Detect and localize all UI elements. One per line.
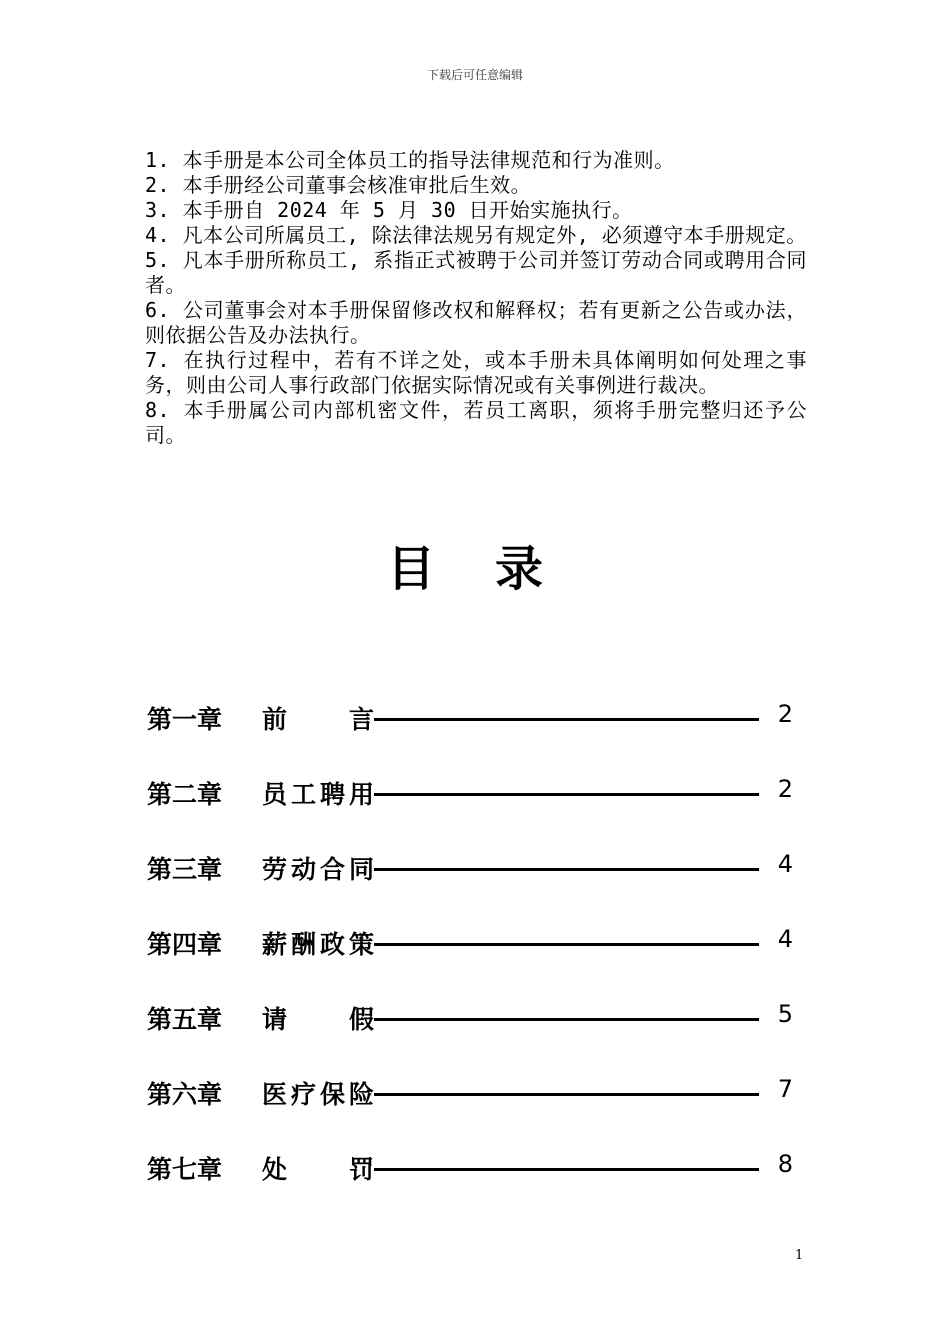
- toc-title-char: 罚: [348, 1155, 374, 1184]
- toc-chapter: 第三章: [147, 855, 223, 884]
- rule-item: 4. 凡本公司所属员工, 除法律法规另有规定外, 必须遵守本手册规定。: [145, 223, 807, 247]
- rule-item: 7. 在执行过程中，若有不详之处，或本手册未具体阐明如何处理之事务，则由公司人事行政部门依据实际情况或有关事例进行裁决。: [145, 348, 807, 397]
- toc-title-char: 合: [319, 855, 345, 884]
- toc-leader: [374, 1018, 759, 1021]
- rules-list: [145, 148, 807, 448]
- toc-title-text: [262, 850, 374, 886]
- toc-title-char: 假: [348, 1005, 374, 1034]
- toc-title-char: 薪: [262, 930, 288, 959]
- toc-title-char: 同: [348, 855, 374, 884]
- toc-leader: [374, 1168, 759, 1171]
- toc-title-char: 处: [262, 1155, 288, 1184]
- toc-chapter: 第四章: [147, 930, 223, 959]
- toc-title: 目录: [386, 541, 603, 597]
- toc-chapter: 第六章: [147, 1080, 223, 1109]
- toc-item[interactable]: [147, 775, 807, 850]
- rule-item: 1. 本手册是本公司全体员工的指导法律规范和行为准则。: [145, 148, 675, 172]
- toc-title-char: 动: [290, 855, 316, 884]
- rule-item: 6. 公司董事会对本手册保留修改权和解释权；若有更新之公告或办法，则依据公告及办法执行。: [145, 298, 807, 347]
- toc-title-text: [262, 775, 374, 811]
- toc-title-char: 保: [319, 1080, 345, 1109]
- toc-item[interactable]: [147, 850, 807, 925]
- toc-item[interactable]: [147, 700, 807, 775]
- toc-chapter: 第二章: [147, 780, 223, 809]
- toc-title-char: 前: [262, 705, 288, 734]
- toc-title-char: 策: [348, 930, 374, 959]
- toc-title-text: [262, 1150, 374, 1186]
- toc-leader: [374, 943, 759, 946]
- toc-title-char: 请: [262, 1005, 288, 1034]
- toc-page: 5: [777, 1000, 793, 1028]
- page-header: 下载后可任意编辑: [426, 68, 523, 82]
- rule-item: 3. 本手册自 2024 年 5 月 30 日开始实施执行。: [145, 198, 633, 222]
- toc-title-char: 医: [262, 1080, 288, 1109]
- toc-item[interactable]: [147, 1150, 807, 1225]
- toc-title-char: 疗: [290, 1080, 316, 1109]
- toc-page: 2: [777, 700, 793, 728]
- toc-page: 7: [777, 1075, 793, 1103]
- rule-item: 8. 本手册属公司内部机密文件，若员工离职，须将手册完整归还予公司。: [145, 398, 807, 447]
- toc-title-text: [262, 1000, 374, 1036]
- toc-item[interactable]: [147, 925, 807, 1000]
- toc-chapter: 第一章: [147, 705, 223, 734]
- toc-title-char: 酬: [290, 930, 316, 959]
- toc-title-char: 工: [290, 780, 316, 809]
- toc-chapter: 第五章: [147, 1005, 223, 1034]
- toc-title-char: 聘: [319, 780, 345, 809]
- page-number: 1: [795, 1248, 804, 1263]
- toc-item[interactable]: [147, 1075, 807, 1150]
- toc-leader: [374, 868, 759, 871]
- toc-page: 2: [777, 775, 793, 803]
- toc-leader: [374, 793, 759, 796]
- toc-chapter: 第七章: [147, 1155, 223, 1184]
- toc-title-char: 员: [262, 780, 288, 809]
- toc-item[interactable]: [147, 1000, 807, 1075]
- rule-item: 5. 凡本手册所称员工, 系指正式被聘于公司并签订劳动合同或聘用合同者。: [145, 248, 807, 297]
- toc-title-char: 用: [348, 780, 374, 809]
- toc-page: 4: [777, 925, 793, 953]
- toc-title-text: [262, 700, 374, 736]
- toc-leader: [374, 718, 759, 721]
- toc-leader: [374, 1093, 759, 1096]
- toc-title-char: 言: [348, 705, 374, 734]
- toc-page: 8: [777, 1150, 793, 1178]
- toc-page: 4: [777, 850, 793, 878]
- toc-title-text: [262, 1075, 374, 1111]
- toc-title-char: 险: [348, 1080, 374, 1109]
- toc-title-text: [262, 925, 374, 961]
- rule-item: 2. 本手册经公司董事会核准审批后生效。: [145, 173, 532, 197]
- toc-title-char: 劳: [262, 855, 288, 884]
- table-of-contents: [147, 700, 807, 1225]
- toc-title-char: 政: [319, 930, 345, 959]
